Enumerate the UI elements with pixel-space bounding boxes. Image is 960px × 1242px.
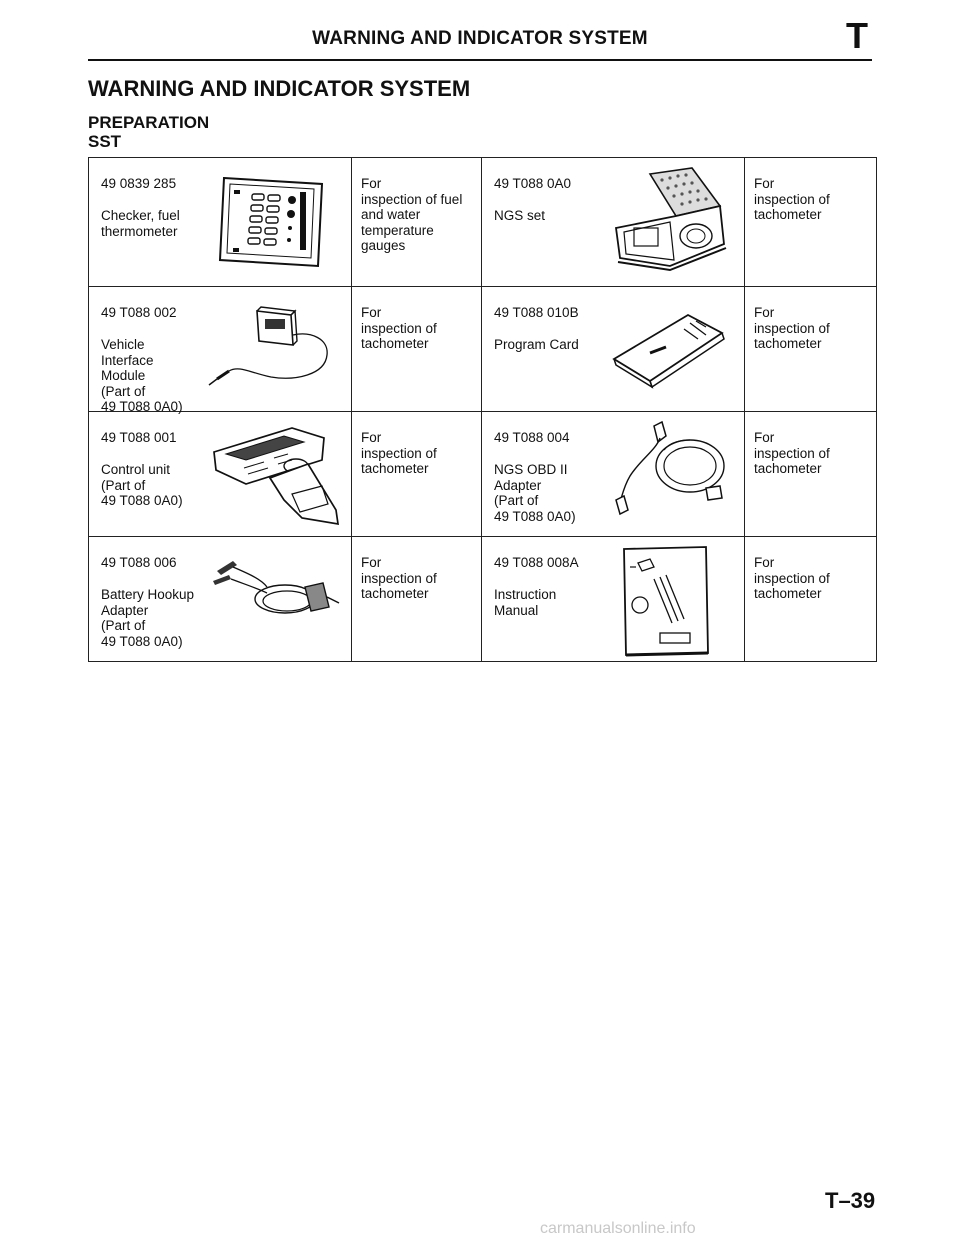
purpose-cell — [352, 287, 482, 412]
tool-part-number: 49 T088 001 — [101, 430, 177, 445]
tool-name: NGS set — [494, 208, 546, 223]
page-number: T–39 — [825, 1188, 876, 1213]
header-divider — [88, 59, 872, 61]
tool-cell — [89, 287, 352, 412]
tool-purpose: For inspection of fuel and water temperature gauges — [361, 176, 463, 253]
purpose-cell — [352, 412, 482, 537]
tool-name: Battery Hookup Adapter (Part of 49 T088 0A0) — [101, 587, 195, 649]
tool-purpose: For inspection of tachometer — [361, 305, 437, 351]
tool-purpose: For inspection of tachometer — [361, 555, 437, 601]
tool-cell — [89, 537, 352, 662]
fuel-thermometer-checker-illustration — [214, 170, 329, 272]
obd-adapter-cable-illustration — [610, 420, 730, 520]
sst-table — [88, 157, 877, 662]
tool-cell — [482, 158, 745, 287]
tool-cell — [482, 412, 745, 537]
purpose-cell — [745, 287, 877, 412]
tool-name: Program Card — [494, 337, 579, 352]
purpose-cell — [745, 412, 877, 537]
tool-purpose: For inspection of tachometer — [754, 430, 830, 476]
site-watermark: carmanualsonline.info — [540, 1220, 696, 1237]
subsection-preparation: PREPARATION — [88, 113, 210, 132]
tool-cell — [89, 158, 352, 287]
tool-part-number: 49 T088 006 — [101, 555, 177, 570]
tool-purpose: For inspection of tachometer — [754, 305, 830, 351]
tool-purpose: For inspection of tachometer — [361, 430, 437, 476]
subsection-heading — [88, 113, 209, 151]
purpose-cell — [352, 537, 482, 662]
purpose-cell — [745, 537, 877, 662]
vehicle-interface-module-illustration — [199, 305, 339, 395]
page-header-title: WARNING AND INDICATOR SYSTEM — [312, 28, 648, 49]
tool-cell — [482, 537, 745, 662]
control-unit-illustration — [204, 424, 349, 528]
purpose-cell — [745, 158, 877, 287]
table-row — [89, 287, 877, 412]
tool-name: Checker, fuel thermometer — [101, 208, 180, 239]
tool-purpose: For inspection of tachometer — [754, 176, 830, 222]
tool-part-number: 49 T088 004 — [494, 430, 570, 445]
table-row — [89, 537, 877, 662]
tool-name: NGS OBD II Adapter (Part of 49 T088 0A0) — [494, 462, 576, 524]
tool-cell — [89, 412, 352, 537]
tool-part-number: 49 T088 010B — [494, 305, 579, 320]
tool-purpose: For inspection of tachometer — [754, 555, 830, 601]
tool-name: Instruction Manual — [494, 587, 557, 618]
tool-name: Control unit (Part of 49 T088 0A0) — [101, 462, 183, 508]
tool-name: Vehicle Interface Module (Part of 49 T088 0A0) — [101, 337, 183, 414]
subsection-sst: SST — [88, 132, 122, 151]
table-row — [89, 158, 877, 287]
ngs-set-case-illustration — [610, 166, 730, 274]
section-title: WARNING AND INDICATOR SYSTEM — [88, 76, 471, 101]
program-card-illustration — [610, 309, 725, 389]
purpose-cell — [352, 158, 482, 287]
table-row — [89, 412, 877, 537]
tool-part-number: 49 0839 285 — [101, 176, 177, 191]
battery-hookup-adapter-illustration — [207, 557, 347, 637]
tool-part-number: 49 T088 0A0 — [494, 176, 572, 191]
section-letter: T — [846, 15, 868, 56]
tool-part-number: 49 T088 008A — [494, 555, 579, 570]
tool-part-number: 49 T088 002 — [101, 305, 177, 320]
instruction-manual-illustration — [620, 545, 712, 657]
tool-cell — [482, 287, 745, 412]
